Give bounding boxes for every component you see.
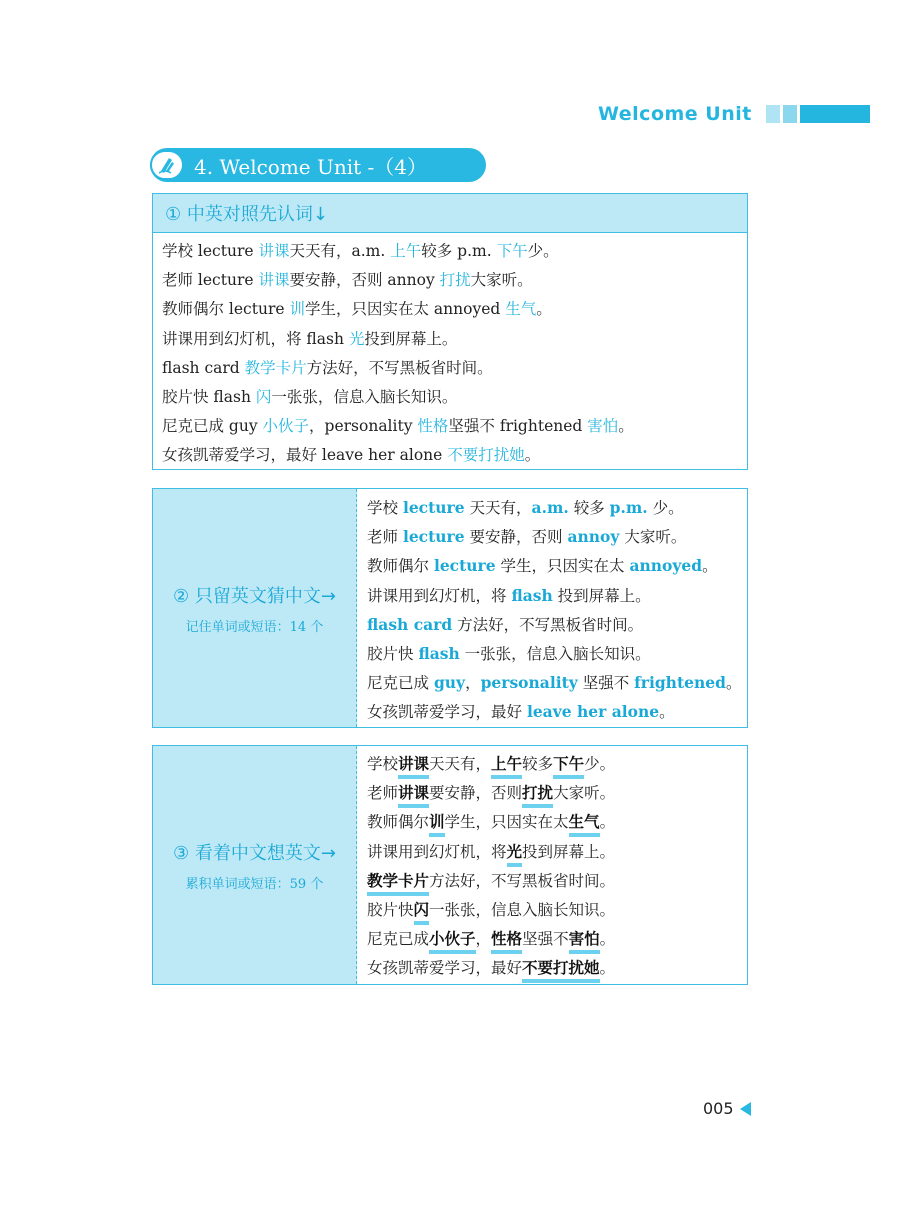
line-text: 坚强不 [522,930,569,949]
highlighted-term: 上午 [390,242,422,260]
line-text: 学生，只因实在太 annoyed [304,300,506,319]
left-triangle-icon [740,1102,751,1116]
highlighted-term: annoyed [629,556,703,576]
highlighted-term: a.m. [531,498,569,517]
text-line [367,954,615,983]
line-text: 要安静，否则 [429,784,523,803]
line-text: 。 [702,557,718,576]
highlighted-term: 教学卡片 [244,358,307,377]
text-line [367,610,741,639]
highlighted-term: 害怕 [587,417,619,436]
line-text: 尼克已成 [367,930,430,949]
highlighted-term: 光 [348,329,365,348]
text-line [367,808,615,837]
line-text: 投到屏幕上。 [364,329,458,348]
highlighted-term: guy [433,673,466,693]
highlighted-term: 不要打扰她 [522,957,600,983]
line-text: 少。 [527,242,559,260]
highlighted-term: 害怕 [569,928,600,954]
section-title: 4. Welcome Unit -（4） [194,154,428,179]
highlighted-term: 小伙子 [429,928,476,954]
line-text: 一张张，信息入脑长知识。 [271,387,458,406]
line-text: 大家听。 [470,271,533,290]
highlighted-term: frightened [634,673,726,693]
line-text: ，personality [309,417,418,436]
line-text: 少。 [584,755,616,773]
line-text: 方法好，不写黑板省时间。 [452,615,644,634]
line-text: 。 [599,813,616,832]
line-text: 学校 lecture [162,242,259,260]
line-text: 要安静，否则 [464,528,568,547]
english-only-lines [357,489,741,727]
text-line [367,867,615,896]
line-text: ， [465,674,481,693]
header-decoration-bars [766,105,870,123]
line-text: 老师 [367,528,403,547]
highlighted-term: 生气 [505,300,537,319]
highlighted-term: 打扰 [439,271,471,290]
highlighted-term: 下午 [496,242,528,260]
text-line [367,896,615,925]
line-text: 大家听。 [553,784,616,803]
header-title: Welcome Unit [598,103,752,125]
highlighted-term: 讲课 [258,271,290,290]
text-line [162,412,747,441]
highlighted-term: 打扰 [522,782,553,808]
line-text: 。 [659,703,675,722]
english-only-box [152,488,748,728]
line-text: 坚强不 frightened [448,417,588,436]
line-text: 坚强不 [577,674,635,693]
chinese-only-side-panel [153,746,357,984]
highlighted-term: 光 [507,841,523,867]
line-text: 老师 lecture [162,271,259,290]
line-text: 学校 [367,755,399,773]
line-text: 胶片快 [367,900,414,919]
line-text: 。 [599,930,616,949]
line-text: 较多 p.m. [421,242,497,260]
text-line [162,266,747,295]
line-text: flash card [162,358,245,377]
line-text: 讲课用到幻灯机，将 [367,842,507,861]
line-text: 老师 [367,784,399,803]
highlighted-term: 性格 [491,928,522,954]
english-only-side-panel [153,489,357,727]
highlighted-term: annoy [567,527,620,547]
line-text: 投到屏幕上。 [552,586,651,605]
highlighted-term: 讲课 [258,242,290,260]
line-text: 教师偶尔 [367,813,430,832]
highlighted-term: flash [511,585,553,605]
text-line [162,441,747,470]
highlighted-term: 下午 [553,753,584,779]
line-text: 少。 [647,499,684,517]
highlighted-term: 不要打扰她 [447,446,525,465]
text-line [367,750,615,779]
highlighted-term: lecture [402,498,465,517]
line-text: 。 [618,417,634,436]
line-text: 。 [725,674,742,693]
highlighted-term: 讲课 [398,782,429,808]
highlighted-term: flash card [367,614,453,634]
line-text: 一张张，信息入脑长知识。 [429,900,616,919]
highlighted-term: 讲课 [398,753,429,779]
line-text: 尼克已成 guy [162,417,263,436]
highlighted-term: personality [480,673,578,693]
highlighted-term: leave her alone [526,702,660,722]
line-text: 教师偶尔 [367,557,434,576]
page-number: 005 [703,1099,734,1118]
highlighted-term: 生气 [569,811,600,837]
line-text: 学生，只因实在太 [444,813,569,832]
text-line [162,295,747,324]
section-title-pill [152,150,484,180]
running-header [598,100,870,128]
line-text: 天天有，a.m. [289,242,391,260]
line-text: 女孩凯蒂爱学习，最好 [367,959,523,978]
line-text: 方法好，不写黑板省时间。 [306,358,493,377]
highlighted-term: 上午 [491,753,522,779]
highlighted-term: lecture [402,527,465,547]
line-text: 较多 [522,755,554,773]
text-line [367,925,615,954]
highlighted-term: 教学卡片 [367,870,429,896]
line-text: 女孩凯蒂爱学习，最好 leave her alone [162,446,448,465]
line-text: 要安静，否则 annoy [289,271,440,290]
line-text: 。 [599,959,616,978]
line-text: 投到屏幕上。 [522,842,616,861]
line-text: 学校 [367,499,403,517]
line-text: 较多 [568,499,610,517]
page-number-area [703,1099,751,1118]
highlighted-term: flash [418,643,460,663]
text-line [162,383,747,412]
english-only-count: 记住单词或短语：14 个 [185,619,324,635]
line-text: 方法好，不写黑板省时间。 [429,871,616,890]
highlighted-term: 闪 [414,899,430,925]
text-line [367,838,615,867]
highlighted-term: 训 [429,811,445,837]
line-text: 大家听。 [619,528,687,547]
line-text: 胶片快 flash [162,387,256,406]
text-line [367,779,615,808]
line-text: 教师偶尔 lecture [162,300,290,319]
line-text: 一张张，信息入脑长知识。 [459,644,651,663]
line-text: 讲课用到幻灯机，将 [367,586,512,605]
bilingual-box [152,193,748,470]
line-text: 讲课用到幻灯机，将 flash [162,329,349,348]
pen-icon [150,150,184,180]
line-text: 女孩凯蒂爱学习，最好 [367,703,527,722]
chinese-only-heading: ③ 看着中文想英文→ [173,842,336,864]
chinese-only-count: 累积单词或短语：59 个 [185,876,324,892]
text-line [367,668,741,697]
text-line [367,551,741,580]
text-line [162,354,747,383]
line-text: 。 [524,446,541,465]
line-text: 天天有， [464,499,532,517]
highlighted-term: lecture [433,556,496,576]
highlighted-term: 小伙子 [262,417,310,436]
bilingual-lines [153,233,747,471]
text-line [367,639,741,668]
text-line [162,325,747,354]
highlighted-term: 性格 [417,417,449,436]
english-only-heading: ② 只留英文猜中文→ [173,585,336,607]
highlighted-term: p.m. [609,498,648,517]
highlighted-term: 训 [289,300,305,319]
line-text: 天天有， [429,755,492,773]
text-line [162,237,747,266]
text-line [367,697,741,726]
bilingual-box-heading: ① 中英对照先认词↓ [153,194,747,233]
line-text: 胶片快 [367,644,419,663]
text-line [367,522,741,551]
text-line [367,581,741,610]
line-text: 学生，只因实在太 [495,557,630,576]
highlighted-term: 闪 [255,387,272,406]
chinese-only-lines [357,746,615,984]
line-text: ， [475,930,492,949]
chinese-only-box [152,745,748,985]
text-line [367,493,741,522]
line-text: 尼克已成 [367,674,434,693]
line-text: 。 [536,300,552,319]
